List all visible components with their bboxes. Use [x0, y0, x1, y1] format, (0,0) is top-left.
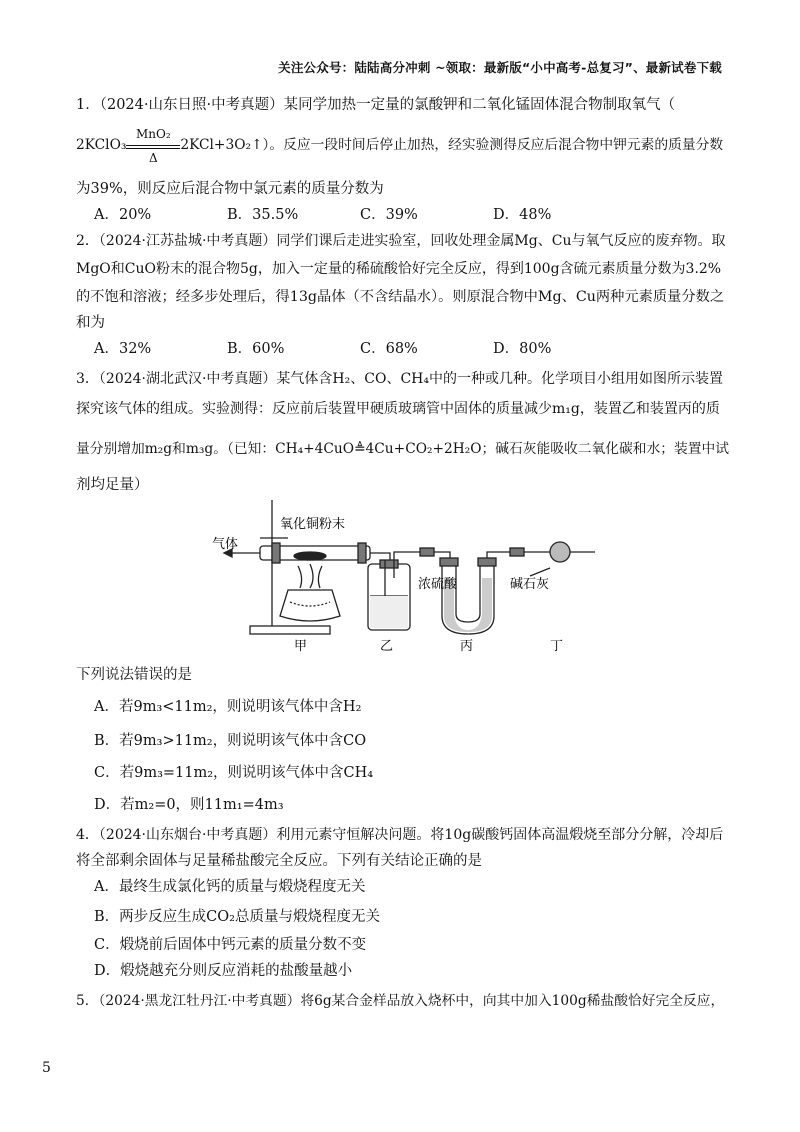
- q1-options: [94, 202, 730, 228]
- label-cuo: 氧化铜粉末: [280, 517, 346, 532]
- q5-line1: 5．（2024·黑龙江牡丹江·中考真题）将6g某合金样品放入烧杯中，向其中加入100g稀盐酸恰好完全反应，: [76, 993, 725, 1009]
- q2-option-b[interactable]: B．60%: [227, 341, 285, 357]
- q1-eq-catalyst: MnO₂: [136, 126, 171, 141]
- label-jia: 甲: [294, 639, 308, 654]
- q2-line4: 和为: [76, 315, 105, 331]
- label-lime: 碱石灰: [510, 577, 550, 592]
- q3-line4: 剂均足量）: [76, 477, 149, 493]
- q3-line2: 探究该气体的组成。实验测得：反应前后装置甲硬质玻璃管中固体的质量减少m₁g，装置乙和装置丙的质: [76, 401, 720, 417]
- q4-option-c[interactable]: C．煅烧前后固体中钙元素的质量分数不变: [94, 937, 367, 953]
- q1-option-c[interactable]: C．39%: [360, 207, 418, 223]
- q3-line3: 量分别增加m₂g和m₃g。（已知：CH₄+4CuO≜4Cu+CO₂+2H₂O；碱石灰能吸收二氧化碳和水；装置中试: [76, 441, 730, 457]
- label-acid: 浓硫酸: [418, 577, 458, 592]
- apparatus-diagram: [210, 498, 610, 656]
- q2-line1: 2．（2024·江苏盐城·中考真题）同学们课后走进实验室，回收处理金属Mg、Cu与氧气反应的废弃物。取: [76, 233, 726, 249]
- q1-option-b[interactable]: B．35.5%: [227, 207, 299, 223]
- label-yi: 乙: [380, 639, 394, 654]
- q3-option-c[interactable]: C．若9m₃=11m₂，则说明该气体中含CH₄: [94, 765, 374, 781]
- q2-options: [94, 336, 730, 362]
- q1-eq-left: 2KClO₃: [76, 137, 127, 153]
- copper-oxide-powder: [294, 552, 326, 560]
- q4-option-d[interactable]: D．煅烧越充分则反应消耗的盐酸量越小: [94, 963, 353, 979]
- q4-line2: 将全部剩余固体与足量稀盐酸完全反应。下列有关结论正确的是: [76, 853, 482, 869]
- q3-option-b[interactable]: B．若9m₃>11m₂，则说明该气体中含CO: [94, 733, 367, 749]
- q3-option-a[interactable]: A．若9m₃<11m₂，则说明该气体中含H₂: [94, 699, 362, 715]
- q2-option-a[interactable]: A．32%: [94, 341, 152, 357]
- q4-option-a[interactable]: A．最终生成氯化钙的质量与煅烧程度无关: [94, 879, 366, 895]
- q2-option-d[interactable]: D．80%: [493, 341, 552, 357]
- stand-base: [250, 626, 330, 634]
- q2-option-c[interactable]: C．68%: [360, 341, 418, 357]
- q4-line1: 4．（2024·山东烟台·中考真题）利用元素守恒解决问题。将10g碳酸钙固体高温煅烧至部分分解，冷却后: [76, 827, 724, 843]
- label-bing: 丙: [460, 639, 474, 654]
- q3-question: 下列说法错误的是: [76, 667, 192, 683]
- drying-tube-ding: [550, 542, 570, 562]
- q1-line2: [76, 126, 730, 165]
- label-ding: 丁: [550, 639, 564, 654]
- q1-option-d[interactable]: D．48%: [493, 207, 552, 223]
- q1-line2-rest: ）。反应一段时间后停止加热，经实验测得反应后混合物中钾元素的质量分数: [262, 137, 724, 153]
- q1-line1: 1．（2024·山东日照·中考真题）某同学加热一定量的氯酸钾和二氧化锰固体混合物制取氧气（: [76, 97, 676, 113]
- q3-option-d[interactable]: D．若m₂=0，则11m₁=4m₃: [94, 797, 284, 813]
- q1-eq-right: 2KCl+3O₂↑: [180, 137, 263, 153]
- q1-option-a[interactable]: A．20%: [94, 207, 152, 223]
- flame: [298, 564, 322, 588]
- q4-option-b[interactable]: B．两步反应生成CO₂总质量与煅烧程度无关: [94, 909, 380, 925]
- q3-line1: 3．（2024·湖北武汉·中考真题）某气体含H₂、CO、CH₄中的一种或几种。化学项目小组用如图所示装置: [76, 371, 723, 387]
- label-gas: 气体: [212, 537, 239, 552]
- q2-line2: MgO和CuO粉末的混合物5g，加入一定量的稀硫酸恰好完全反应，得到100g含硫元素质量分数为3.2%: [76, 261, 722, 277]
- page-header: 关注公众号：陆陆高分冲刺 ~领取：最新版“小中高考-总复习”、最新试卷下载: [278, 60, 722, 75]
- q1-line3: 为39%，则反应后混合物中氯元素的质量分数为: [76, 181, 384, 197]
- page-number: 5: [42, 1060, 51, 1076]
- q1-eq-condition: Δ: [149, 150, 158, 165]
- q1-eq-arrow: [126, 126, 180, 165]
- q2-line3: 的不饱和溶液；经多步处理后，得13g晶体（不含结晶水）。则原混合物中Mg、Cu两种元素质量分数之: [76, 289, 725, 305]
